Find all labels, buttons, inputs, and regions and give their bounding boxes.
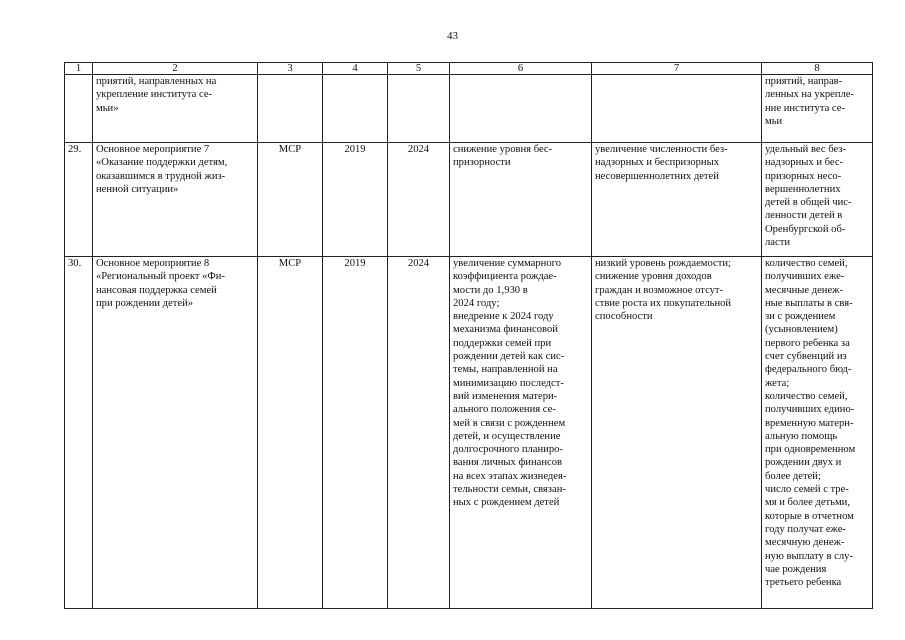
measure-name: Основное мероприятие 7 «Оказание поддержки детям, оказавшимся в трудной жиз- ненной ситуации» bbox=[93, 143, 258, 257]
expected-result: увеличение суммарного коэффициента рождае- мости до 1,930 в 2024 году; внедрение к 2024 году механизма финансовой поддержки семей при рождении детей как сис- темы, направленной на минимизацию последст- вий изменения матери- ального положения се- мей в связи с рожденнем детей, и осуществление долгосрочного планиро- вания личных финансов на всех этапах жизнедея- тельности семьи, связан- ных с рождением детей bbox=[450, 257, 592, 609]
row-number: 29. bbox=[65, 143, 93, 257]
page-number: 43 bbox=[447, 30, 458, 42]
indicators: удельный вес без- надзорных и бес- призорных несо- вершеннолетних детей в общей чис- ленности детей в Оренбургской об- ласти bbox=[762, 143, 873, 257]
start-year: 2019 bbox=[323, 257, 388, 609]
column-header: 1 bbox=[65, 63, 93, 75]
row-number bbox=[65, 75, 93, 143]
table-row bbox=[65, 75, 873, 143]
column-header: 8 bbox=[762, 63, 873, 75]
end-year bbox=[388, 75, 450, 143]
consequences: низкий уровень рождаемости; снижение уровня доходов граждан и возможное отсут- ствие роста их покупательной способности bbox=[592, 257, 762, 609]
executor: МСР bbox=[258, 257, 323, 609]
executor bbox=[258, 75, 323, 143]
executor: МСР bbox=[258, 143, 323, 257]
end-year: 2024 bbox=[388, 143, 450, 257]
indicators: приятий, направ- ленных на укрепле- ние института се- мьи bbox=[762, 75, 873, 143]
measures-table bbox=[64, 62, 873, 609]
column-header: 6 bbox=[450, 63, 592, 75]
row-number: 30. bbox=[65, 257, 93, 609]
column-header: 4 bbox=[323, 63, 388, 75]
column-numbers-row bbox=[65, 63, 873, 75]
column-header: 7 bbox=[592, 63, 762, 75]
table-row bbox=[65, 143, 873, 257]
end-year: 2024 bbox=[388, 257, 450, 609]
expected-result bbox=[450, 75, 592, 143]
indicators: количество семей, получивших еже- месячные денеж- ные выплаты в свя- зи с рождением (усыновлением) первого ребенка за счет субвенций из федерального бюд- жета; количество семей, получивших едино- временную матерн- альную помощь при одновременном рождении двух и более детей; число семей с тре- мя и более детьми, которые в отчетном году получат еже- месячную денеж- ную выплату в слу- чае рождения третьего ребенка bbox=[762, 257, 873, 609]
measure-name: Основное мероприятие 8 «Региональный проект «Фи- нансовая поддержка семей при рождении детей» bbox=[93, 257, 258, 609]
measure-name: приятий, направленных на укрепление института се- мьи» bbox=[93, 75, 258, 143]
consequences bbox=[592, 75, 762, 143]
start-year bbox=[323, 75, 388, 143]
expected-result: снижение уровня бес- призорности bbox=[450, 143, 592, 257]
consequences: увеличение численности без- надзорных и беспризорных несовершеннолетних детей bbox=[592, 143, 762, 257]
column-header: 5 bbox=[388, 63, 450, 75]
start-year: 2019 bbox=[323, 143, 388, 257]
column-header: 2 bbox=[93, 63, 258, 75]
column-header: 3 bbox=[258, 63, 323, 75]
table-row bbox=[65, 257, 873, 609]
